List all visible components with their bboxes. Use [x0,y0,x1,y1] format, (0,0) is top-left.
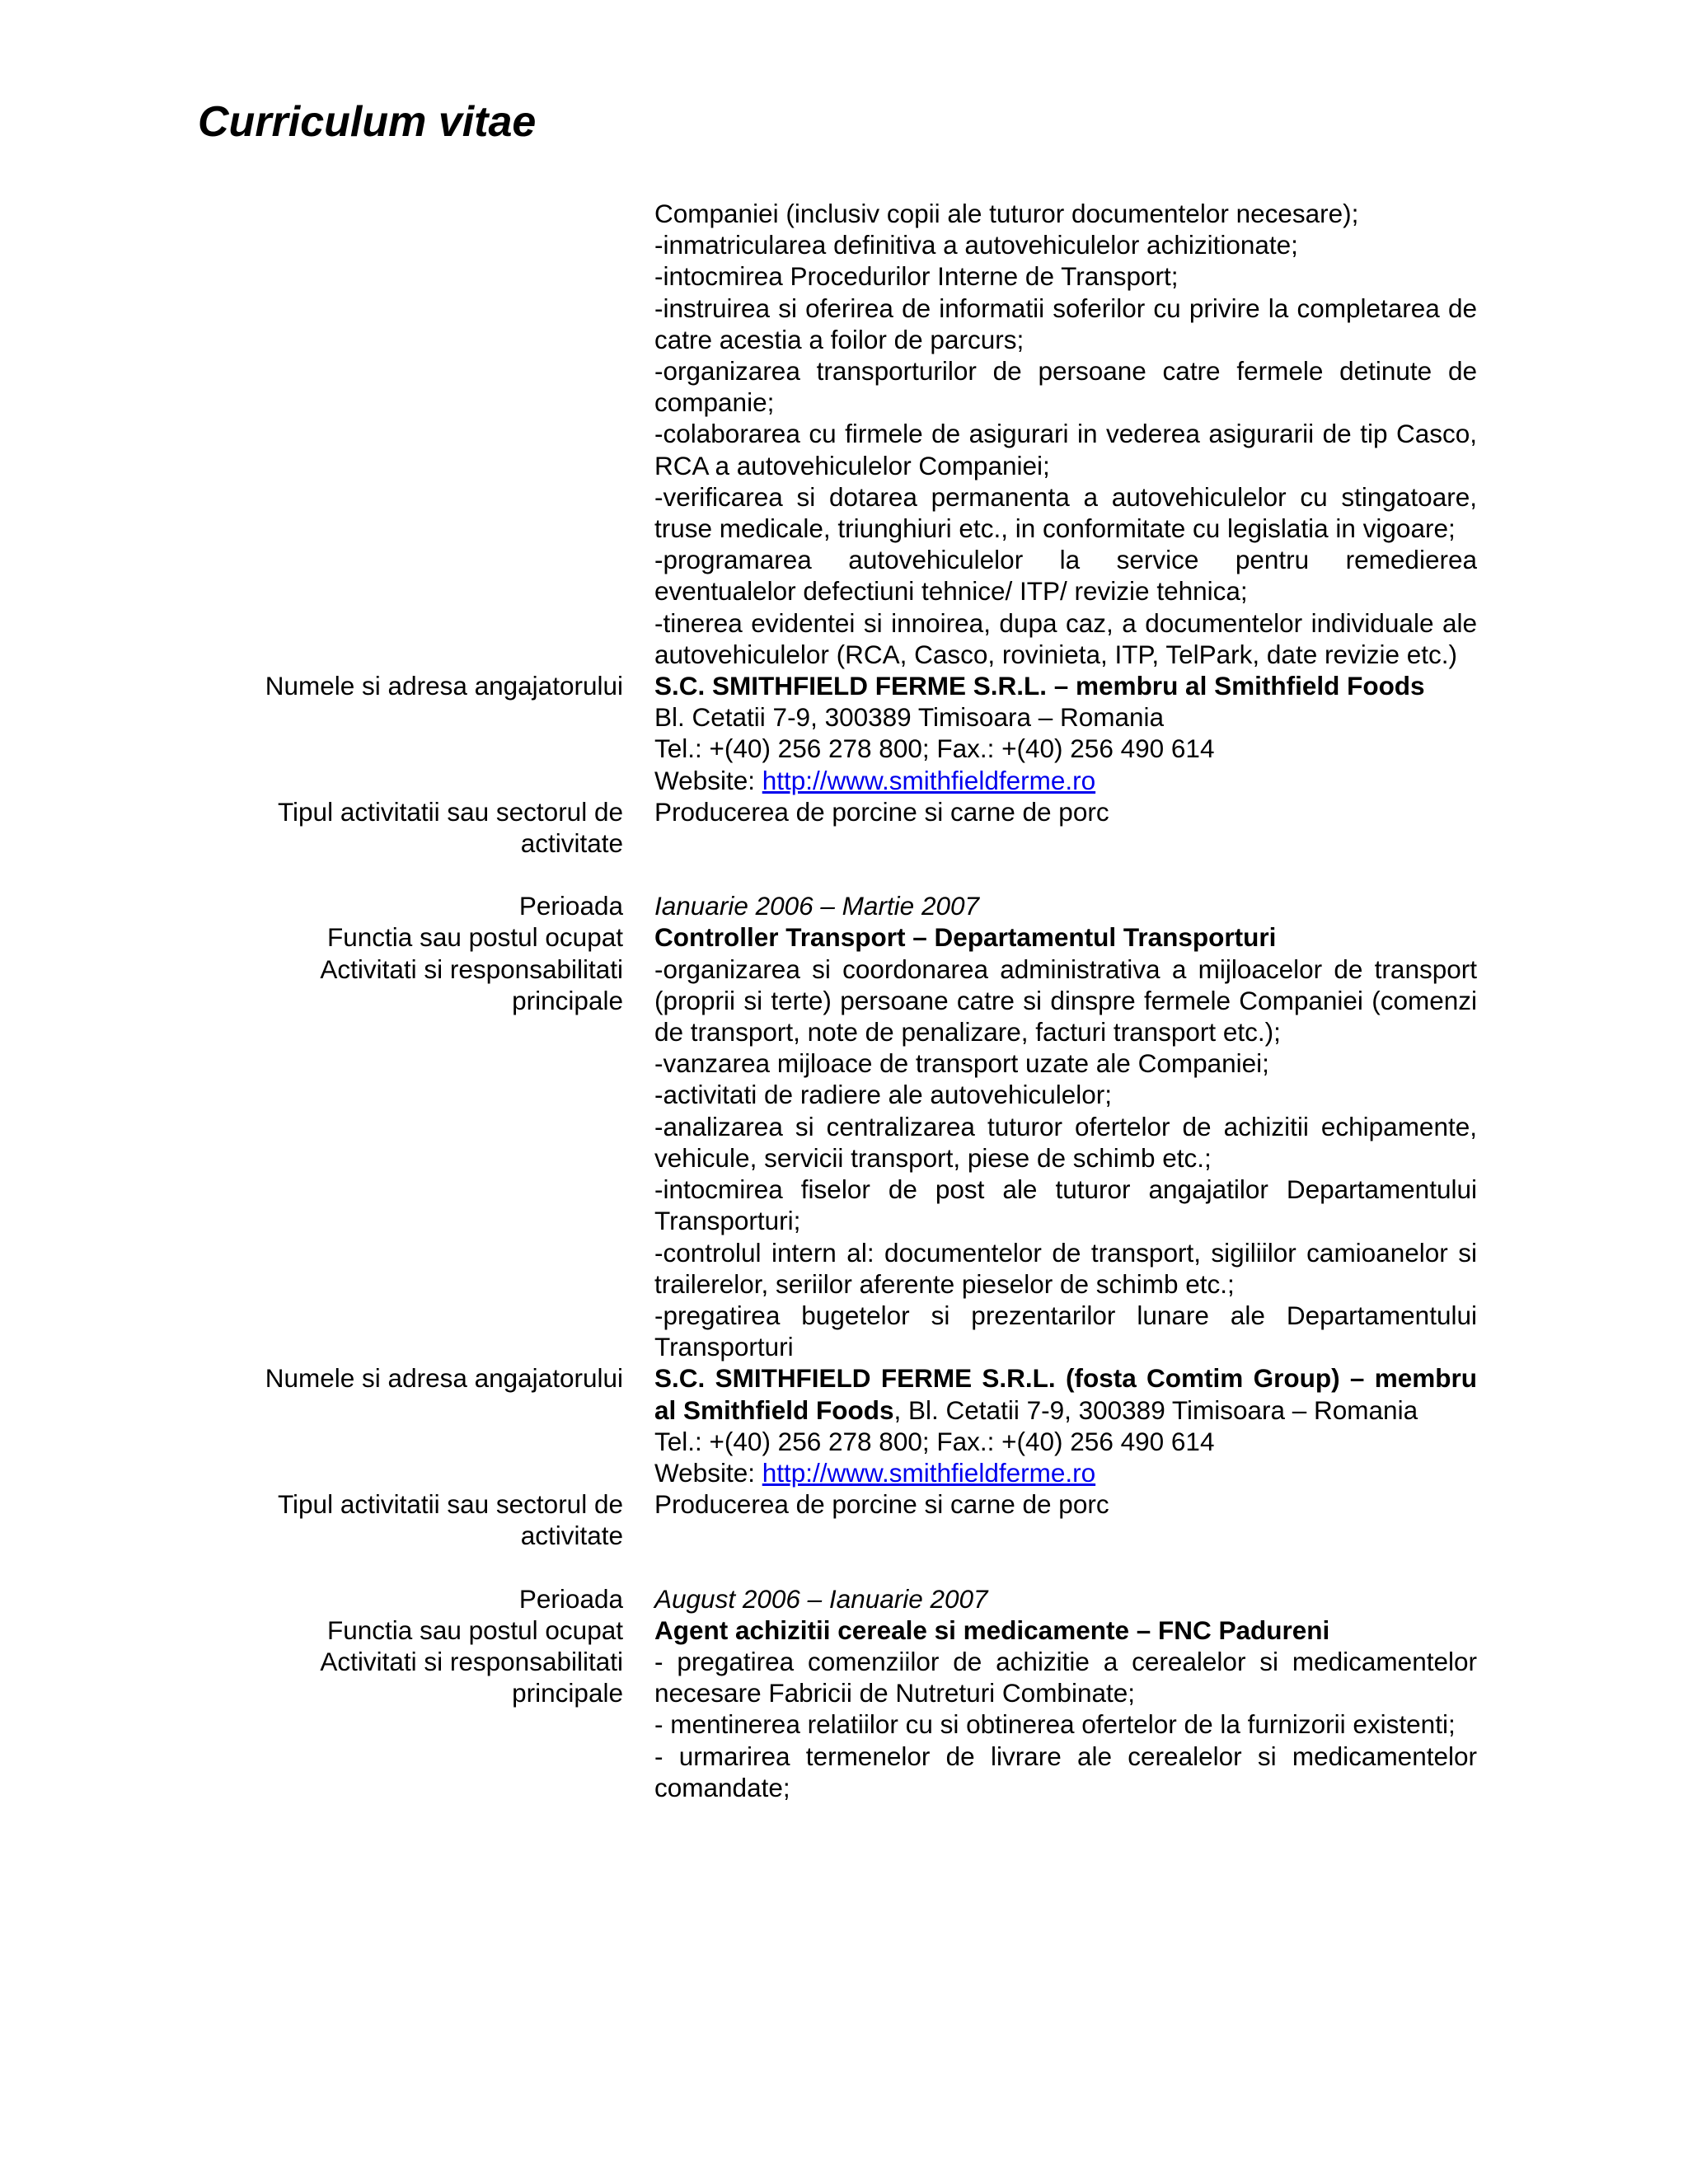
responsibilities-list-3 [654,1646,1477,1803]
responsibility-item: -analizarea si centralizarea tuturor ofertelor de achizitii echipamente, vehicule, servicii transport, piese de schimb etc.; [654,1111,1477,1173]
responsibility-item: -controlul intern al: documentelor de transport, sigiliilor camioanelor si trailerelor, seriilor aferente pieselor de schimb etc.; [654,1237,1477,1299]
activity-type-row-2 [0,1488,1688,1551]
employer-phone: Tel.: +(40) 256 278 800; Fax.: +(40) 256 490 614 [654,1426,1215,1456]
responsibilities-row-2 [0,954,1688,1363]
activity-type-label: Tipul activitatii sau sectorul de activitate [277,1489,623,1551]
period-value: Ianuarie 2006 – Martie 2007 [654,891,980,921]
employer-row-1 [0,670,1688,796]
period-label: Perioada [518,891,623,921]
period-label: Perioada [518,1583,623,1614]
responsibility-item: -inmatricularea definitiva a autovehiculelor achizitionate; [654,230,1298,260]
employer-address: Bl. Cetatii 7-9, 300389 Timisoara – Romania [654,702,1165,733]
activity-type-label: Tipul activitatii sau sectorul de activitate [277,796,623,859]
responsibility-item: -activitati de radiere ale autovehiculelor; [654,1080,1113,1110]
responsibility-item: -colaborarea cu firmele de asigurari in vederea asigurarii de tip Casco, RCA a autovehiculelor Companiei; [654,419,1477,480]
section-spacer [0,1552,1688,1583]
employer-details-1 [654,670,1477,796]
responsibilities-list-1 [654,198,1477,670]
responsibility-item: -vanzarea mijloace de transport uzate ale Companiei; [654,1048,1269,1079]
responsibilities-label: Activitati si responsabilitati principale [320,1646,623,1708]
responsibilities-label: Activitati si responsabilitati principale [320,954,623,1015]
employer-address: , Bl. Cetatii 7-9, 300389 Timisoara – Romania [893,1394,1418,1425]
responsibility-item: -intocmirea fiselor de post ale tuturor angajatilor Departamentului Transporturi; [654,1174,1477,1236]
activity-type-value: Producerea de porcine si carne de porc [654,796,1109,827]
website-link[interactable]: http://www.smithfieldferme.ro [762,765,1096,795]
responsibility-item: Companiei (inclusiv copii ale tuturor documentelor necesare); [654,199,1359,228]
position-value: Controller Transport – Departamentul Transporturi [654,922,1277,953]
responsibility-item: -verificarea si dotarea permanenta a autovehiculelor cu stingatoare, truse medicale, triunghiuri etc., in conformitate cu legislatia in vigoare; [654,481,1477,544]
employer-website: Website: http://www.smithfieldferme.ro [654,765,1096,795]
responsibilities-row-3 [0,1646,1688,1803]
employer-label: Numele si adresa angajatorului [265,1363,623,1394]
responsibility-item: -tinerea evidentei si innoirea, dupa caz, a documentelor individuale ale autovehiculelor (RCA, Casco, rovinieta, ITP, TelPark, date revizie etc.) [654,607,1477,669]
website-link[interactable]: http://www.smithfieldferme.ro [762,1457,1096,1488]
responsibility-item: -organizarea transporturilor de persoane catre fermele detinute de companie; [654,356,1477,418]
position-label: Functia sau postul ocupat [327,1615,623,1645]
period-row-2 [0,890,1688,921]
responsibility-item: -intocmirea Procedurilor Interne de Transport; [654,261,1179,292]
activity-type-value: Producerea de porcine si carne de porc [654,1489,1109,1520]
period-row-3 [0,1583,1688,1615]
responsibility-item: -organizarea si coordonarea administrativa a mijloacelor de transport (proprii si terte) persoane catre si dinspre fermele Companiei (comenzi de transport, note de penalizare, facturi transport etc.); [654,954,1477,1047]
position-row-2 [0,921,1688,953]
employer-phone: Tel.: +(40) 256 278 800; Fax.: +(40) 256 490 614 [654,733,1215,764]
position-value: Agent achizitii cereale si medicamente – FNC Padureni [654,1615,1330,1645]
cv-body [0,198,1688,1803]
responsibility-item: - mentinerea relatiilor cu si obtinerea ofertelor de la furnizorii existenti; [654,1709,1456,1740]
employer-label: Numele si adresa angajatorului [265,671,623,701]
period-value: August 2006 – Ianuarie 2007 [654,1583,988,1614]
responsibility-item: -pregatirea bugetelor si prezentarilor lunare ale Departamentului Transporturi [654,1300,1477,1362]
employer-website: Website: http://www.smithfieldferme.ro [654,1457,1096,1488]
document-title: Curriculum vitae [198,98,537,146]
responsibilities-row-1 [0,198,1688,670]
activity-type-row-1 [0,796,1688,859]
responsibility-item: -instruirea si oferirea de informatii soferilor cu privire la completarea de catre acestia a foilor de parcurs; [654,293,1477,354]
employer-row-2 [0,1362,1688,1488]
responsibilities-label [0,198,626,670]
responsibility-item: - urmarirea termenelor de livrare ale cerealelor si medicamentelor comandate; [654,1741,1477,1802]
employer-name: S.C. SMITHFIELD FERME S.R.L. – membru al Smithfield Foods [654,671,1425,701]
responsibility-item: - pregatirea comenziilor de achizitie a cerealelor si medicamentelor necesare Fabricii de Nutreturi Combinate; [654,1646,1477,1708]
position-row-3 [0,1615,1688,1646]
position-label: Functia sau postul ocupat [327,922,623,953]
responsibility-item: -programarea autovehiculelor la service pentru remedierea eventualelor defectiuni tehnice/ ITP/ revizie tehnica; [654,545,1477,607]
responsibilities-list-2 [654,954,1477,1363]
employer-name-address [654,1362,1477,1425]
section-spacer [0,859,1688,890]
employer-details-2 [654,1362,1477,1488]
employer-name: S.C. SMITHFIELD FERME S.R.L. (fosta Comtim Group) – membru al Smithfield Foods [654,1363,1477,1425]
